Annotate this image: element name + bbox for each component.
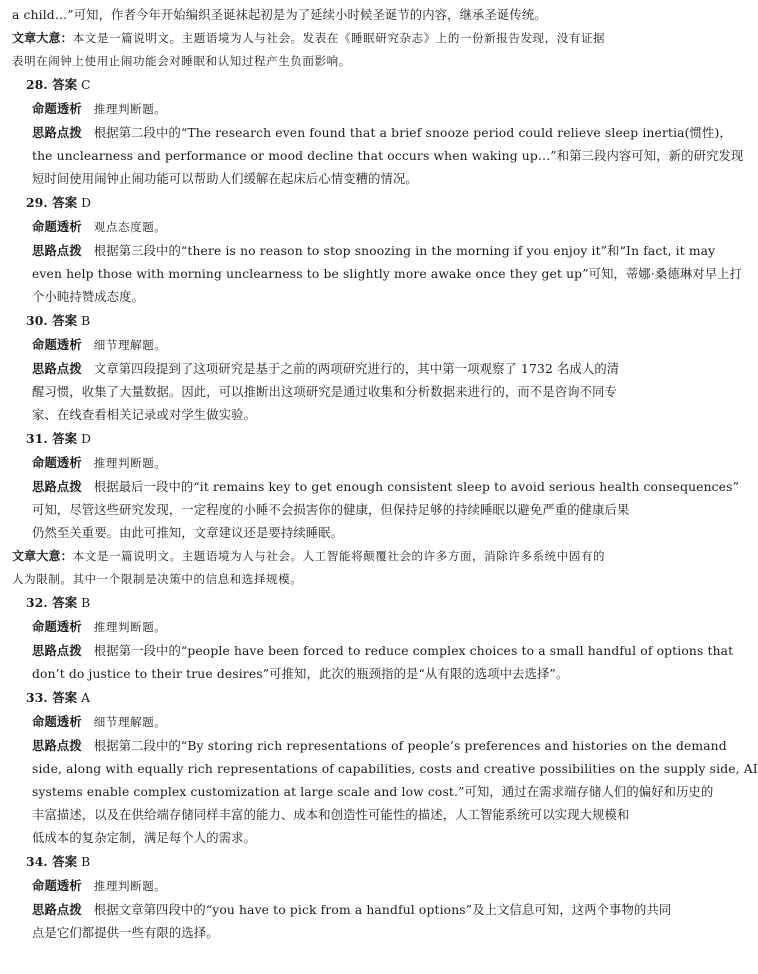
question-answer-heading	[12, 427, 671, 451]
explanation-tag: 思路点拨	[32, 243, 82, 258]
explanation-tag: 思路点拨	[32, 738, 82, 753]
explanation-text: 文章第四段提到了这项研究是基于之前的两项研究进行的，其中第一项观察了 1732 名成人的清	[93, 362, 620, 376]
question-number: 32. 答案	[26, 595, 78, 610]
explanation-tag: 思路点拨	[32, 125, 82, 140]
explanation-text: 推理判断题。	[93, 620, 167, 634]
question-number: 33. 答案	[26, 690, 78, 705]
explanation-tag: 命题透析	[32, 714, 82, 729]
explanation-text: 推理判断题。	[93, 456, 167, 470]
summary-label: 文章大意：	[12, 31, 73, 45]
article-summary-line	[12, 568, 671, 591]
explanation-text: don’t do justice to their true desires”可推知，此次的瓶颈指的是“从有限的选项中去选择”。	[32, 667, 569, 681]
explanation-text: even help those with morning unclearness to be slightly more awake once they get up”可知，蒂娜·桑德琳对早上打	[32, 267, 743, 281]
explanation-text: 个小盹持赞成态度。	[32, 290, 145, 304]
answer-letter: C	[81, 78, 91, 92]
explanation-line	[12, 898, 671, 922]
explanation-text: 根据最后一段中的“it remains key to get enough consistent sleep to avoid serious health consequences”	[93, 480, 740, 494]
question-answer-heading	[12, 309, 671, 333]
answer-letter: B	[81, 314, 91, 328]
question-number: 34. 答案	[26, 854, 78, 869]
explanation-line	[12, 639, 734, 663]
explanation-continuation	[12, 404, 671, 427]
answer-letter: B	[81, 855, 91, 869]
explanation-continuation	[12, 499, 671, 522]
summary-text: 表明在闹钟上使用止闹功能会对睡眠和认知过程产生负面影响。	[12, 54, 351, 68]
question-answer-heading	[12, 591, 671, 615]
question-number: 30. 答案	[26, 313, 78, 328]
summary-text: 人为限制。其中一个限制是决策中的信息和选择规模。	[12, 572, 303, 586]
explanation-text: 点是它们都提供一些有限的选择。	[32, 926, 219, 940]
explanation-text: 推理判断题。	[93, 879, 167, 893]
answer-letter: D	[81, 196, 92, 210]
explanation-continuation	[12, 663, 671, 686]
explanation-text: the unclearness and performance or mood decline that occurs when waking up…”和第三段内容可知，新的研究发现	[32, 149, 744, 163]
explanation-text: 短时间使用闹钟止闹功能可以帮助人们缓解在起床后心情变糟的情况。	[32, 172, 418, 186]
explanation-text: 根据第二段中的“By storing rich representations of people’s preferences and histories on the demand	[93, 739, 727, 753]
explanation-text: 仍然至关重要。由此可推知，文章建议还是要持续睡眠。	[32, 526, 344, 540]
question-number: 31. 答案	[26, 431, 78, 446]
explanation-line	[12, 734, 727, 758]
explanation-line	[12, 874, 671, 898]
article-summary-line	[12, 27, 671, 50]
question-answer-heading	[12, 686, 671, 710]
explanation-line	[12, 239, 716, 263]
explanation-text: 观点态度题。	[93, 220, 167, 234]
explanation-text: 细节理解题。	[93, 715, 167, 729]
explanation-line	[12, 215, 671, 239]
explanation-line	[12, 121, 732, 145]
explanation-line	[12, 97, 671, 121]
article-summary-line	[12, 545, 671, 568]
explanation-continuation	[12, 827, 671, 850]
explanation-text: 根据第二段中的“The research even found that a brief snooze period could relieve sleep inertia(惯性)，	[93, 126, 732, 140]
explanation-continuation	[12, 168, 671, 191]
answer-letter: D	[81, 432, 92, 446]
explanation-line	[12, 475, 740, 499]
continuation-text: a child…”可知，作者今年开始编织圣诞袜起初是为了延续小时候圣诞节的内容，继承圣诞传统。	[12, 8, 547, 22]
explanation-text: 根据第一段中的“people have been forced to reduce complex choices to a small handful of options that	[93, 644, 734, 658]
explanation-continuation	[12, 758, 758, 781]
explanation-continuation	[12, 781, 714, 804]
explanation-continuation	[12, 381, 671, 404]
explanation-text: 丰富描述，以及在供给端存储同样丰富的能力、成本和创造性可能性的描述，人工智能系统可以实现大规模和	[32, 808, 630, 822]
explanation-text: 根据第三段中的“there is no reason to stop snoozing in the morning if you enjoy it”和“In fact, it may	[93, 244, 716, 258]
explanation-continuation	[12, 804, 671, 827]
explanation-text: 可知，尽管这些研究发现，一定程度的小睡不会损害你的健康，但保持足够的持续睡眠以避免严重的健康后果	[32, 503, 630, 517]
explanation-continuation	[12, 145, 744, 168]
explanation-continuation	[12, 263, 743, 286]
explanation-tag: 命题透析	[32, 619, 82, 634]
article-summary-line	[12, 50, 671, 73]
explanation-text: 醒习惯，收集了大量数据。因此，可以推断出这项研究是通过收集和分析数据来进行的，而不是咨询不同专	[32, 385, 618, 399]
explanation-text: 推理判断题。	[93, 102, 167, 116]
explanation-line	[12, 333, 671, 357]
question-answer-heading	[12, 850, 671, 874]
summary-label: 文章大意：	[12, 549, 73, 563]
question-answer-heading	[12, 191, 671, 215]
question-number: 29. 答案	[26, 195, 78, 210]
explanation-tag: 命题透析	[32, 101, 82, 116]
explanation-tag: 思路点拨	[32, 479, 82, 494]
explanation-line	[12, 451, 671, 475]
explanation-tag: 命题透析	[32, 219, 82, 234]
explanation-text: 细节理解题。	[93, 338, 167, 352]
explanation-continuation	[12, 522, 671, 545]
explanation-text: 根据文章第四段中的“you have to pick from a handful options”及上文信息可知，这两个事物的共同	[93, 903, 672, 917]
explanation-text: 家、在线查看相关记录或对学生做实验。	[32, 408, 257, 422]
explanation-line	[12, 615, 671, 639]
explanation-tag: 思路点拨	[32, 643, 82, 658]
explanation-tag: 命题透析	[32, 337, 82, 352]
explanation-text: 低成本的复杂定制，满足每个人的需求。	[32, 831, 257, 845]
explanation-continuation	[12, 922, 671, 945]
previous-text-continuation	[12, 4, 671, 27]
answer-letter: B	[81, 596, 91, 610]
summary-text: 本文是一篇说明文。主题语境为人与社会。发表在《睡眠研究杂志》上的一份新报告发现，没有证据	[72, 31, 606, 45]
explanation-line	[12, 710, 671, 734]
explanation-line	[12, 357, 671, 381]
explanation-text: side, along with equally rich representations of capabilities, costs and creative possibilities on the supply side, AI	[32, 762, 758, 776]
explanation-continuation	[12, 286, 671, 309]
explanation-tag: 思路点拨	[32, 902, 82, 917]
explanation-text: systems enable complex customization at large scale and low cost.”可知，通过在需求端存储人们的偏好和历史的	[32, 785, 714, 799]
question-answer-heading	[12, 73, 671, 97]
answer-letter: A	[81, 691, 91, 705]
explanation-tag: 思路点拨	[32, 361, 82, 376]
explanation-tag: 命题透析	[32, 455, 82, 470]
question-number: 28. 答案	[26, 77, 78, 92]
explanation-tag: 命题透析	[32, 878, 82, 893]
summary-text: 本文是一篇说明文。主题语境为人与社会。人工智能将颠覆社会的许多方面，消除许多系统中固有的	[72, 549, 606, 563]
